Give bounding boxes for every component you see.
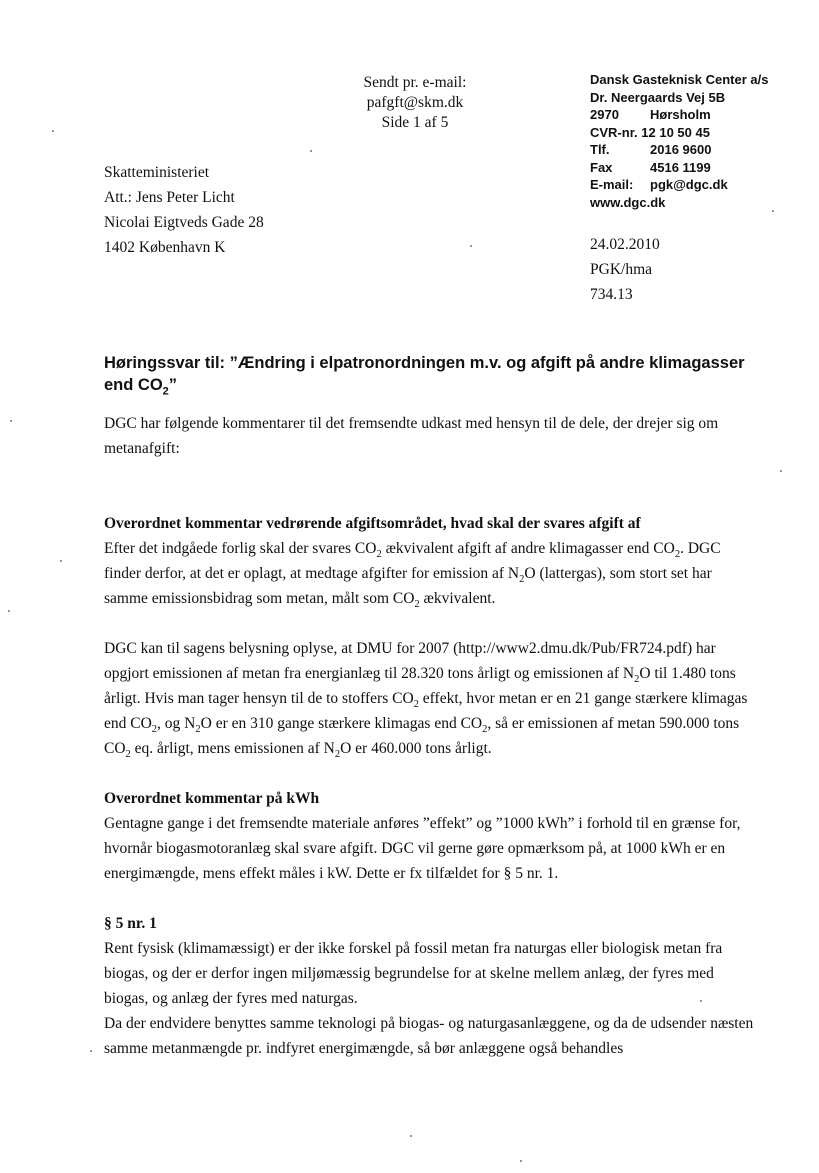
company-fax: 4516 1199 [650,159,711,175]
sender-note-line: Sendt pr. e-mail: [363,74,467,91]
sender-note-email: pafgft@skm.dk [366,94,464,111]
sender-note [330,73,500,133]
company-street: Dr. Neergaards Vej 5B [590,89,726,105]
section-5-paragraph-1: Rent fysisk (klimamæssigt) er der ikke forskel på fossil metan fra naturgas eller biologisk metan fra biogas, og der er derfor ingen miljømæssig begrundelse for at skelne mellem anlæg, der fyres med biogas, og anlæg der fyres med naturgas. [104,940,723,1007]
intro-paragraph: DGC har følgende kommentarer til det fremsendte udkast med hensyn til de dele, der drejer sig om metanafgift: [104,415,719,457]
company-name: Dansk Gasteknisk Center a/s [590,72,769,87]
section-5-paragraph-2: Da der endvidere benyttes samme teknologi på biogas- og naturgasanlæggene, og da de udsender næsten samme metanmængde pr. indfyret energimængde, så bør anlæggene også behandles [104,1015,754,1057]
company-email-label: E-mail: [590,177,634,192]
company-website: www.dgc.dk [590,194,666,210]
section-scope-paragraph-1: Efter det indgåede forlig skal der svares $CO_2$ ækvivalent afgift af andre klimagasser end $CO_2$. DGC finder derfor, at det er oplagt, at medtage afgifter for emission af $N_2O$ (lattergas), som stort set har samme emissionsbidrag som metan, målt som $CO_2$ ækvivalent. [104,540,721,611]
company-postal [590,106,815,124]
section-scope-paragraph-2: DGC kan til sagens belysning oplyse, at DMU for 2007 (http://www2.dmu.dk/Pub/FR724.pdf) har opgjort emissionen af metan fra energianlæg til 28.320 tons årligt og emissionen af $N_2O$ til 1.480 tons årligt. Hvis man tager hensyn til de to stoffers $CO_2$ effekt, hvor metan er en 21 gange stærkere klimagas end $CO_2$, og $N_2O$ er en 310 gange stærkere klimagas end $CO_2$, så er emissionen af metan 590.000 tons $CO_2$ eq. årligt, mens emissionen af $N_2O$ er 460.000 tons årligt. [104,640,748,761]
section-heading-paragraph-5: § 5 nr. 1 [104,915,157,932]
heading-subscript: 2 [162,385,169,398]
letter-reference: PGK/hma [590,261,652,278]
company-cvr: CVR-nr. 12 10 50 45 [590,124,710,140]
company-postcode: 2970 [590,107,619,122]
recipient-attention: Att.: Jens Peter Licht [104,189,235,206]
section-kwh-paragraph: Gentagne gange i det fremsendte materiale anføres ”effekt” og ”1000 kWh” i forhold til en grænse for, hvornår biogasmotoranlæg skal svare afgift. DGC vil gerne gøre opmærksom på, at 1000 kWh er en energimængde, mens effekt måles i kW. Dette er fx tilfældet for § 5 nr. 1. [104,815,741,882]
document-heading [104,352,764,402]
company-email-row [590,176,815,194]
recipient-street: Nicolai Eigtveds Gade 28 [104,214,264,231]
company-phone: 2016 9600 [650,142,712,157]
company-email: pgk@dgc.dk [650,177,728,192]
company-phone-row [590,141,815,159]
page-indicator: Side 1 af 5 [381,114,449,131]
case-number: 734.13 [590,286,633,303]
section-heading-kwh: Overordnet kommentar på kWh [104,790,320,807]
company-fax-label: Fax [590,159,613,175]
letter-date: 24.02.2010 [590,236,660,253]
recipient-organization: Skatteministeriet [104,164,210,181]
company-phone-label: Tlf. [590,142,610,157]
recipient-address [104,160,264,260]
heading-suffix: ” [168,376,178,394]
letter-meta [590,232,660,307]
document-body [104,411,754,1061]
company-city: Hørsholm [650,107,711,122]
section-heading-scope: Overordnet kommentar vedrørende afgiftsområdet, hvad skal der svares afgift af [104,515,641,532]
heading-text: Høringssvar til: ”Ændring i elpatronordningen m.v. og afgift på andre klimagasser end CO [104,354,745,394]
company-fax-row [590,159,815,177]
recipient-city: 1402 København K [104,239,226,256]
company-letterhead [590,71,815,211]
